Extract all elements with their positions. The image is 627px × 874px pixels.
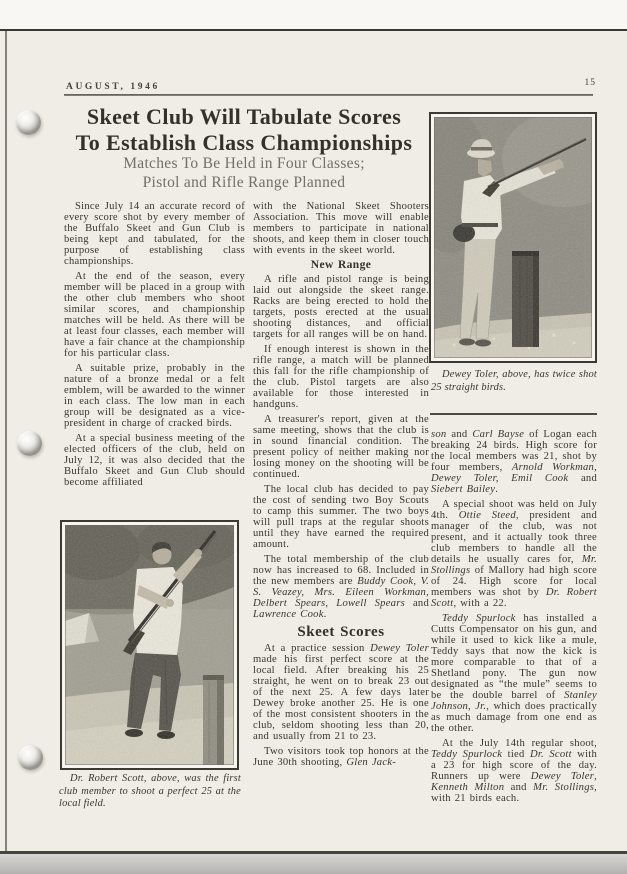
text-run: made his first perfect score at the local field. After breaking his 25 straight, he went on to break 23 out of the next 25. A few days later Dewey broke another 25. He is one of the most consistent shooters in the club, seldom shooting less than 20, and usually from 21 to 23.	[253, 654, 429, 742]
text-run: .	[495, 484, 499, 495]
page-left-edge-line	[5, 31, 7, 851]
issue-date: AUGUST, 1946	[66, 82, 160, 92]
text-run: of Logan each breaking 24 birds. High score for the local members was 21, shot by four members,	[431, 429, 598, 473]
italic-text: Teddy Spurlock	[431, 749, 503, 760]
subhead-line-2: Pistol and Rifle Range Planned	[142, 173, 346, 191]
paragraph	[431, 613, 597, 734]
paragraph	[431, 429, 597, 495]
paragraph	[253, 274, 429, 340]
italic-text: Mr. Stollings	[533, 782, 595, 793]
paragraph	[253, 201, 429, 256]
scanner-top-edge	[0, 0, 627, 31]
subhead-line-1: Matches To Be Held in Four Classes;	[123, 155, 365, 172]
text-run: with the National Skeet Shooters Association. This move will enable members to participate in national shoots, and keep them in closer touch with events in the skeet world.	[253, 201, 429, 256]
section-heading: New Range	[310, 259, 372, 271]
film-grain	[434, 117, 592, 358]
article-headline	[48, 104, 440, 155]
section-heading: Skeet Scores	[297, 624, 385, 640]
italic-text: Siebert Bailey	[431, 484, 496, 495]
italic-text: Carl Bayse	[472, 429, 525, 440]
text-run: , which does practically as much damage from one end as the other.	[431, 701, 597, 734]
photo-robert-scott	[60, 520, 239, 770]
photo-caption-scott: Dr. Robert Scott, above, was the first club member to shoot a perfect 25 at the local field.	[59, 773, 241, 809]
text-run: The local club has decided to pay the cost of sending two Boy Scouts to camp this summer. The two boys will pull traps at the regular shoots until they have earned the required amount.	[253, 484, 429, 550]
paragraph	[253, 484, 429, 550]
text-run: and	[568, 473, 597, 484]
scanner-bottom-edge	[0, 851, 627, 874]
text-run: At a special business meeting of the elected officers of the club, held on July 12, it was also decided that the Buffalo Skeet and Gun Club should become affiliated	[64, 433, 245, 488]
italic-text: son	[431, 429, 447, 440]
text-run: has installed a Cutts Compensator on his gun, and while it used to kick like a mule, Teddy says that now the kick is more comparable to that of a Shetland pony. The gun now designated as “the mule” seems to be the double barrel of	[431, 613, 597, 701]
text-run: of Mallory had high score of 24. High score for local members was shot by	[431, 565, 597, 598]
text-run: Since July 14 an accurate record of every score shot by every member of the Buffalo Skeet and Gun Club is being kept and tabulated, for the purpose of establishing class championships.	[64, 201, 245, 267]
paragraph	[64, 271, 245, 359]
paragraph	[253, 746, 429, 768]
text-run: .	[323, 609, 327, 620]
text-run: At a practice session	[264, 643, 371, 654]
article-subheadline	[48, 155, 440, 192]
italic-text: Buddy Cook, V. S. Veazey, Mrs. Eileen Workman, Delbert Spears, Lowell Spears	[253, 576, 429, 609]
caption-divider-rule	[430, 413, 597, 415]
text-run: , with 21 birds each.	[431, 782, 598, 804]
text-run: A special shoot was held on July 4th.	[431, 499, 597, 521]
text-run: The total membership of the club now has increased to 68. Included in the new members are	[253, 554, 429, 587]
italic-text: Dewey Toler	[530, 771, 595, 782]
italic-text: Dr. Robert Scott	[431, 587, 597, 609]
paragraph	[253, 643, 429, 742]
photo-dewey-toler	[429, 112, 597, 363]
paragraph	[431, 738, 597, 804]
italic-text: Arnold Workman, Dewey Toler, Emil Cook	[431, 462, 597, 484]
paragraph	[64, 363, 245, 429]
italic-text: Lawrence Cook	[253, 609, 324, 620]
binder-hole-bottom	[18, 745, 43, 770]
italic-text: Dewey Toler	[370, 643, 429, 654]
italic-text: Ottie Steed	[458, 510, 516, 521]
text-run: with a 23 for high score of the day. Runners up were	[431, 749, 598, 782]
paragraph	[431, 499, 597, 609]
text-run: A suitable prize, probably in the nature of a bronze medal or a felt emblem, will be awarded to the winner in each class. The low man in each group will be designated as a vice-president in charge of cracked birds.	[64, 363, 245, 429]
photo-dewey-toler-illustration	[434, 117, 592, 358]
paragraph	[64, 201, 245, 267]
column-middle	[253, 201, 429, 772]
italic-text: Glen Jack-	[346, 757, 397, 768]
headline-line-2: To Establish Class Championships	[75, 129, 413, 155]
italic-text: Dr. Scott	[529, 749, 572, 760]
paragraph	[253, 554, 429, 620]
italic-text: Mr. Stollings	[431, 554, 597, 576]
film-grain	[65, 525, 234, 765]
text-run: Two visitors took top honors at the June 30th shooting,	[253, 746, 429, 768]
text-run: At the July 14th regular shoot,	[442, 738, 597, 749]
italic-text: Kenneth Milton	[431, 782, 505, 793]
binder-hole-top	[16, 110, 41, 135]
text-run: At the end of the season, every member will be placed in a group with the other club members who shoot similar scores, and championship matches will be held. As there will be at least four classes, each member will have a fair chance at the championship for his particular class.	[64, 271, 245, 359]
column-left	[64, 201, 245, 492]
text-run: A treasurer's report, given at the same meeting, shows that the club is in sound financial condition. The present policy of neither making nor losing money on the shooting will be continued.	[253, 414, 429, 480]
paragraph	[253, 414, 429, 480]
photo-caption-dewey: Dewey Toler, above, has twice shot 25 straight birds.	[431, 369, 597, 393]
text-run: and	[404, 598, 429, 609]
column-right	[431, 429, 597, 808]
text-run: tied	[502, 749, 530, 760]
text-run: A rifle and pistol range is being laid out alongside the skeet range. Racks are being erected to hold the targets, posts erected at the usual shooting distances, and official targets for all ranges will be on hand.	[253, 274, 429, 340]
headline-line-1: Skeet Club Will Tabulate Scores	[86, 104, 402, 129]
binder-hole-middle	[17, 431, 42, 456]
page-number: 15	[584, 78, 596, 88]
text-run: ,	[594, 771, 597, 782]
masthead-rule	[64, 94, 593, 96]
text-run: and	[504, 782, 534, 793]
photo-robert-scott-illustration	[65, 525, 234, 765]
text-run: and	[446, 429, 473, 440]
text-run: , with a 22.	[453, 598, 507, 609]
paragraph	[64, 433, 245, 488]
italic-text: Teddy Spurlock	[442, 613, 516, 624]
text-run: If enough interest is shown in the rifle range, a match will be planned this fall for the rifle championship of the club. Pistol targets are also available for those interested in handguns.	[253, 344, 429, 410]
text-run: , president and manager of the club, was not present, and it actually took three club members to handle all the details he usually cares for,	[431, 510, 598, 565]
italic-text: Stanley Johnson, Jr.	[431, 690, 597, 712]
paragraph	[253, 344, 429, 410]
